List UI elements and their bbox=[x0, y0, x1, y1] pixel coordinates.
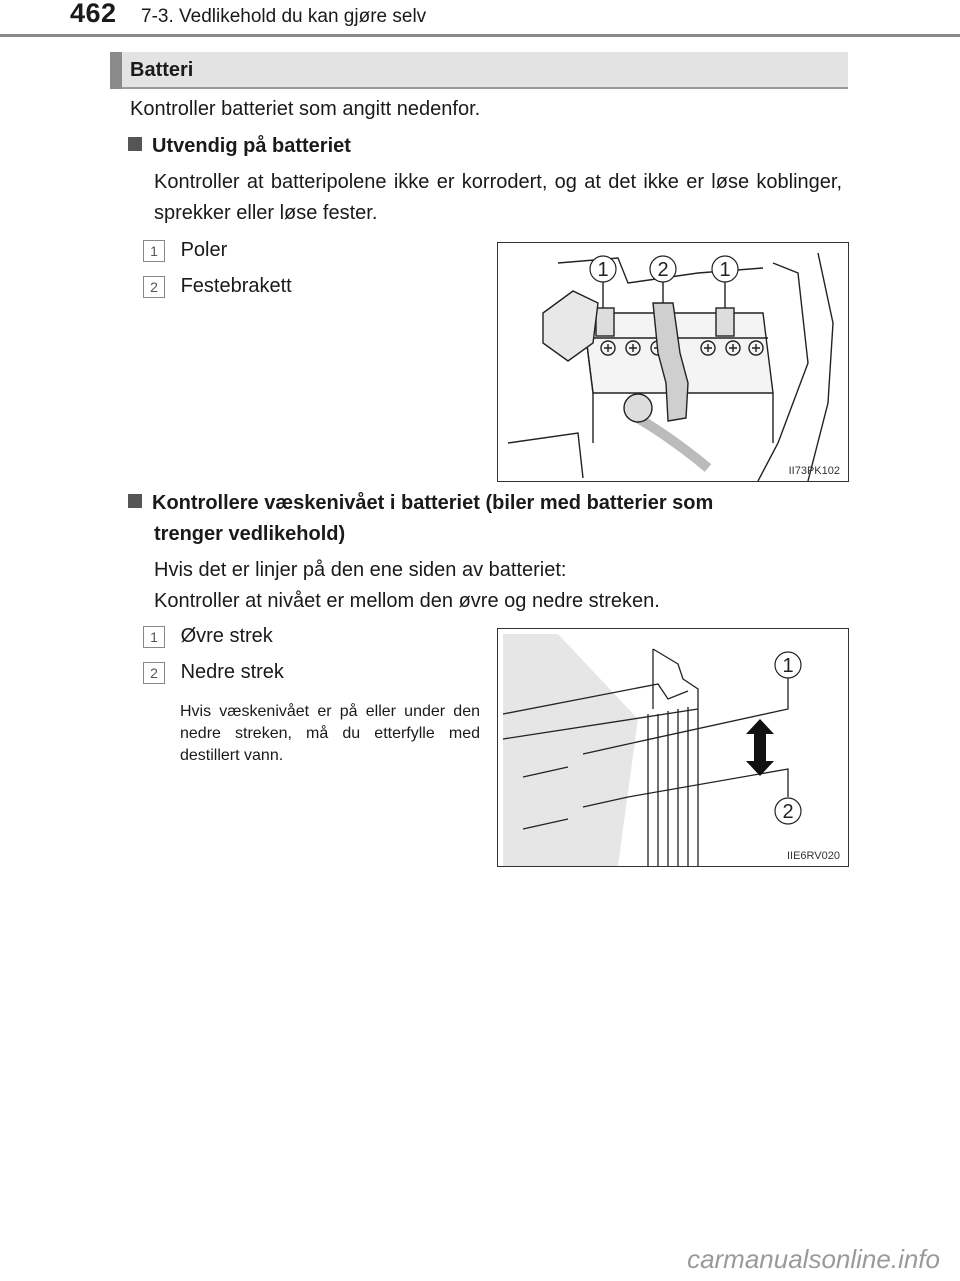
battery-illustration bbox=[498, 243, 848, 481]
section2-item-1 bbox=[143, 621, 273, 652]
section1-item-2 bbox=[143, 271, 292, 302]
section1-text: Kontroller at batteripolene ikke er korrodert, og at det ikke er løse koblinger, sprekker eller løse fester. bbox=[154, 171, 842, 224]
item-label: Festebrakett bbox=[180, 275, 292, 297]
section1-heading-text: Utvendig på batteriet bbox=[152, 135, 351, 157]
figure1-callout-3: 1 bbox=[719, 259, 731, 281]
section2-note: Hvis væskenivået er på eller under den nedre streken, må du etterfylle med destillert vann. bbox=[180, 703, 480, 764]
page-number: 462 bbox=[70, 0, 117, 28]
intro-text: Kontroller batteriet som angitt nedenfor. bbox=[130, 98, 481, 120]
battery-level-figure bbox=[497, 628, 849, 867]
item-number: 1 bbox=[143, 626, 165, 648]
header-rule bbox=[0, 34, 960, 37]
watermark: carmanualsonline.info bbox=[687, 1244, 940, 1274]
bullet-square-icon bbox=[128, 494, 142, 508]
title-accent bbox=[110, 52, 122, 89]
page-title: Batteri bbox=[130, 59, 194, 81]
figure2-code: IIE6RV020 bbox=[786, 850, 840, 862]
section2-text-line2: Kontroller at nivået er mellom den øvre og nedre streken. bbox=[154, 590, 660, 612]
item-number: 1 bbox=[143, 240, 165, 262]
item-label: Poler bbox=[180, 239, 228, 261]
title-bar bbox=[110, 52, 848, 89]
figure2-callout-2: 2 bbox=[782, 801, 794, 823]
item-label: Øvre strek bbox=[180, 625, 273, 647]
section2-heading bbox=[128, 488, 842, 519]
bullet-square-icon bbox=[128, 137, 142, 151]
section2-text-line1: Hvis det er linjer på den ene siden av batteriet: bbox=[154, 559, 567, 581]
battery-level-illustration bbox=[498, 629, 848, 866]
section1-item-1 bbox=[143, 235, 227, 266]
section2-heading-line1: Kontrollere væskenivået i batteriet (biler med batterier som bbox=[152, 492, 714, 514]
figure1-callout-1: 1 bbox=[597, 259, 609, 281]
figure1-callout-2: 2 bbox=[657, 259, 669, 281]
section2-heading-line2: trenger vedlikehold) bbox=[154, 523, 346, 545]
item-number: 2 bbox=[143, 662, 165, 684]
figure1-code: II73PK102 bbox=[788, 465, 840, 477]
section-header: 7-3. Vedlikehold du kan gjøre selv bbox=[141, 6, 427, 27]
section1-heading bbox=[128, 131, 351, 162]
battery-terminals-figure bbox=[497, 242, 849, 482]
section2-item-2 bbox=[143, 657, 284, 688]
figure2-callout-1: 1 bbox=[782, 655, 794, 677]
item-number: 2 bbox=[143, 276, 165, 298]
item-label: Nedre strek bbox=[180, 661, 284, 683]
